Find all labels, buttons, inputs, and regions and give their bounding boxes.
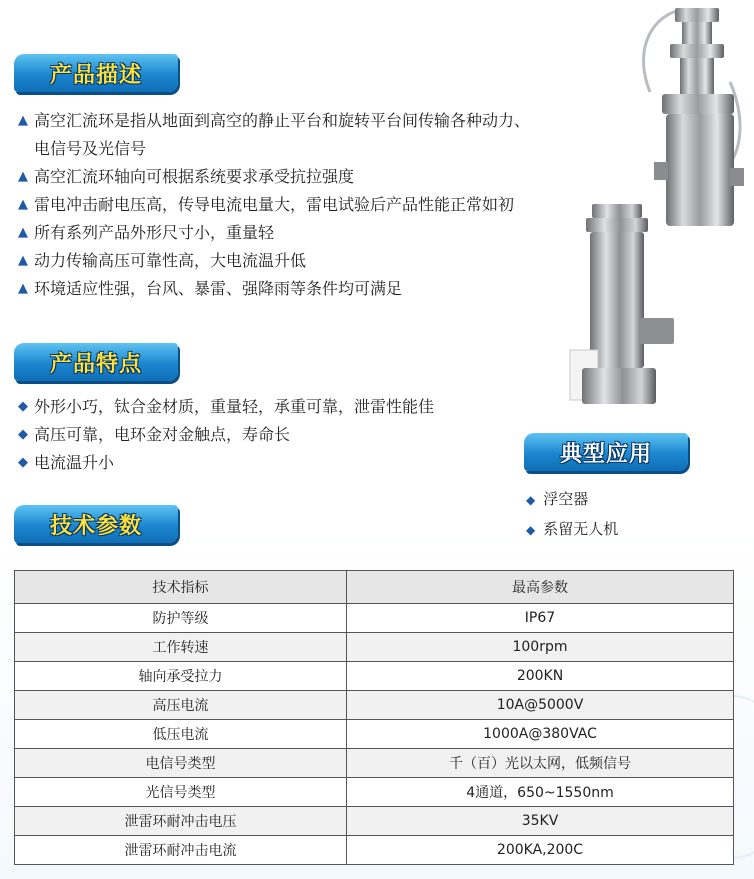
triangle-bullet-icon: ▲ [18, 113, 28, 128]
triangle-bullet-icon: ▲ [18, 197, 28, 212]
table-cell: 光信号类型 [15, 778, 347, 807]
table-cell: 泄雷环耐冲击电压 [15, 807, 347, 836]
triangle-bullet-icon: ▲ [18, 281, 28, 296]
list-item: ▲ 环境适应性强，台风、暴雷、强降雨等条件均可满足 [18, 275, 538, 303]
table-row [15, 604, 734, 633]
diamond-bullet-icon: ◆ [526, 523, 536, 537]
table-cell: 低压电流 [15, 720, 347, 749]
section-title-description [14, 54, 178, 92]
list-item: ◆ 系留无人机 [526, 520, 619, 538]
list-item: ▲ 高空汇流环轴向可根据系统要求承受抗拉强度 [18, 163, 538, 191]
applications-list [526, 485, 618, 545]
section-title-specs [14, 505, 178, 543]
description-title-text: 产品描述 [49, 62, 142, 88]
table-row [15, 691, 734, 720]
section-title-applications [524, 433, 688, 471]
table-header-cell: 技术指标 [15, 571, 347, 604]
list-item: ◆ 外形小巧，钛合金材质，重量轻，承重可靠，泄雷性能佳 [18, 393, 518, 421]
table-cell: 100rpm [347, 633, 734, 662]
triangle-bullet-icon: ▲ [18, 253, 28, 268]
triangle-bullet-icon: ▲ [18, 225, 28, 240]
table-row [15, 778, 734, 807]
table-cell: 高压电流 [15, 691, 347, 720]
diamond-bullet-icon: ◆ [18, 399, 28, 414]
table-cell: IP67 [347, 604, 734, 633]
list-item: ◆ 高压可靠，电环金对金触点，寿命长 [18, 421, 518, 449]
table-row [15, 749, 734, 778]
list-item: ▲ 高空汇流环是指从地面到高空的静止平台和旋转平台间传输各种动力、电信号及光信号 [18, 107, 538, 163]
table-cell: 千（百）光以太网，低频信号 [347, 749, 734, 778]
diamond-bullet-icon: ◆ [526, 493, 536, 507]
features-title-text: 产品特点 [49, 351, 142, 377]
specs-table [14, 570, 734, 865]
list-item: ▲ 动力传输高压可靠性高，大电流温升低 [18, 247, 538, 275]
table-row [15, 720, 734, 749]
specs-title-text: 技术参数 [49, 513, 142, 539]
table-cell: 200KA,200C [347, 836, 734, 865]
table-row [15, 633, 734, 662]
list-item: ◆ 电流温升小 [18, 449, 518, 477]
diamond-bullet-icon: ◆ [18, 455, 28, 470]
table-cell: 轴向承受拉力 [15, 662, 347, 691]
list-item: ▲ 所有系列产品外形尺寸小，重量轻 [18, 219, 538, 247]
table-row [15, 662, 734, 691]
table-cell: 防护等级 [15, 604, 347, 633]
table-cell: 泄雷环耐冲击电流 [15, 836, 347, 865]
table-cell: 1000A@380VAC [347, 720, 734, 749]
table-cell: 4通道，650~1550nm [347, 778, 734, 807]
applications-title-text: 典型应用 [559, 441, 652, 467]
list-item: ▲ 雷电冲击耐电压高，传导电流电量大，雷电试验后产品性能正常如初 [18, 191, 538, 219]
table-cell: 电信号类型 [15, 749, 347, 778]
triangle-bullet-icon: ▲ [18, 169, 28, 184]
diamond-bullet-icon: ◆ [18, 427, 28, 442]
table-header-cell: 最高参数 [347, 571, 734, 604]
features-list [18, 393, 518, 477]
table-header-row [15, 571, 734, 604]
table-cell: 10A@5000V [347, 691, 734, 720]
section-title-features [14, 343, 178, 381]
list-item: ◆ 浮空器 [526, 490, 589, 508]
description-list [18, 107, 538, 303]
table-cell: 200KN [347, 662, 734, 691]
table-row [15, 836, 734, 865]
table-cell: 35KV [347, 807, 734, 836]
table-cell: 工作转速 [15, 633, 347, 662]
slip-ring-product-image-tall [568, 200, 678, 416]
table-row [15, 807, 734, 836]
